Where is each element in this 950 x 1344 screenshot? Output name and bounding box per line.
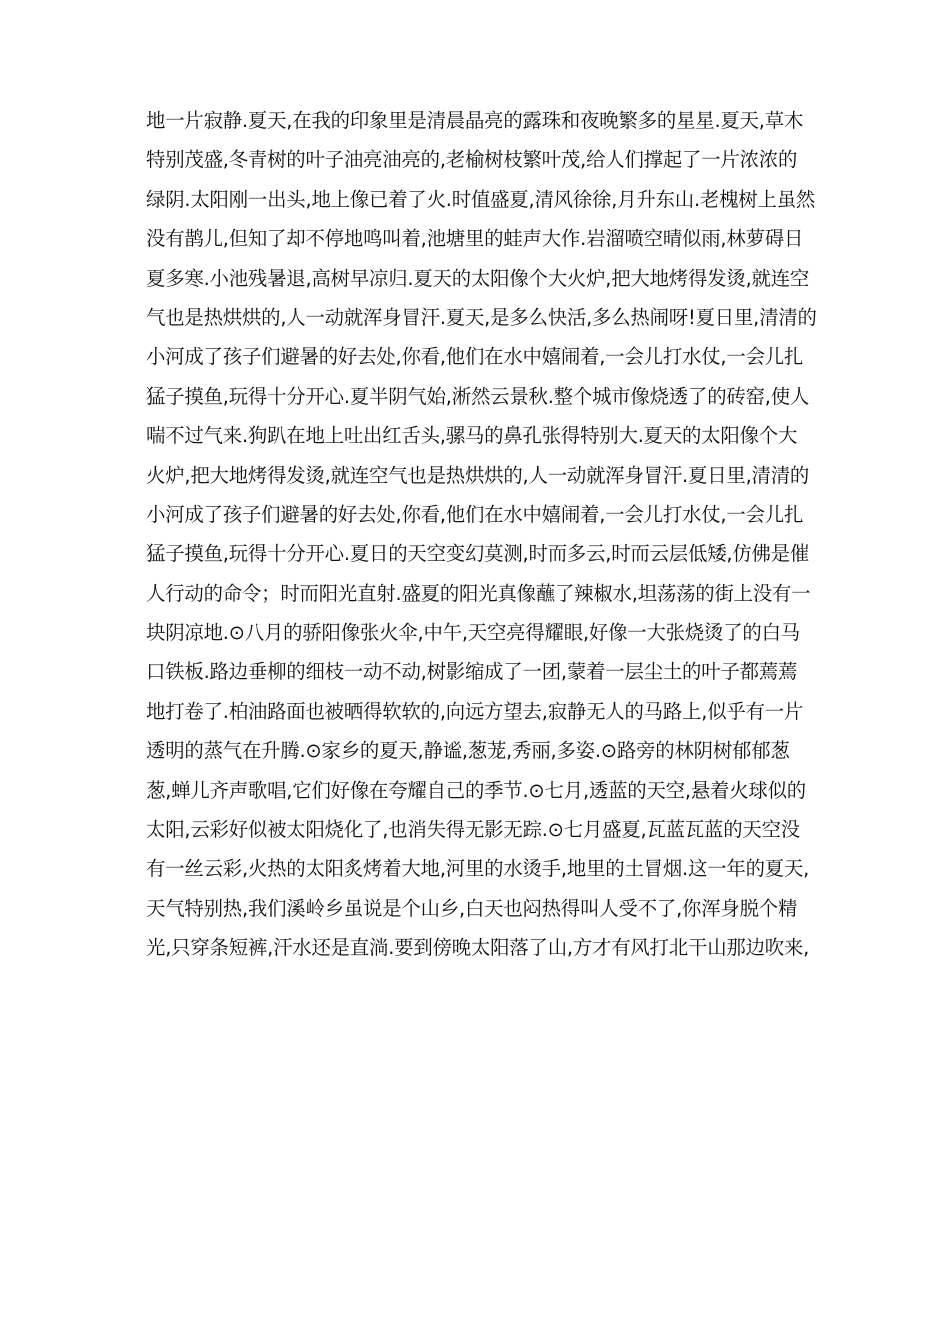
text-line: 地打卷了.柏油路面也被晒得软软的,向远方望去,寂静无人的马路上,似乎有一片 bbox=[146, 699, 804, 723]
text-line: 猛子摸鱼,玩得十分开心.夏日的天空变幻莫测,时而多云,时而云层低矮,仿佛是催 bbox=[146, 542, 810, 566]
text-line: 特别茂盛,冬青树的叶子油亮油亮的,老榆树枝繁叶茂,给人们撑起了一片浓浓的 bbox=[146, 148, 798, 172]
text-line: 火炉,把大地烤得发烫,就连空气也是热烘烘的,人一动就浑身冒汗.夏日里,清清的 bbox=[146, 463, 810, 487]
text-line: 天气特别热,我们溪岭乡虽说是个山乡,白天也闷热得叫人受不了,你浑身脱个精 bbox=[146, 896, 798, 920]
text-line: 气也是热烘烘的,人一动就浑身冒汗.夏天,是多么快活,多么热闹呀!夏日里,清清的 bbox=[146, 305, 817, 329]
text-line: 绿阴.太阳刚一出头,地上像已着了火.时值盛夏,清风徐徐,月升东山.老槐树上虽然 bbox=[146, 187, 816, 211]
text-line: 夏多寒.小池残暑退,高树早凉归.夏天的太阳像个大火炉,把大地烤得发烫,就连空 bbox=[146, 266, 810, 290]
text-line: 没有鹊儿,但知了却不停地鸣叫着,池塘里的蛙声大作.岩溜喷空晴似雨,林萝碍日 bbox=[146, 227, 804, 251]
text-line: 人行动的命令；时而阳光直射.盛夏的阳光真像蘸了辣椒水,坦荡荡的街上没有一 bbox=[146, 581, 811, 605]
text-line: 葱,蝉儿齐声歌唱,它们好像在夸耀自己的季节.⊙七月,透蓝的天空,悬着火球似的 bbox=[146, 778, 806, 802]
body-text bbox=[146, 101, 817, 968]
text-line: 口铁板.路边垂柳的细枝一动不动,树影缩成了一团,蒙着一层尘土的叶子都蔫蔫 bbox=[146, 660, 798, 684]
text-line: 小河成了孩子们避暑的好去处,你看,他们在水中嬉闹着,一会儿打水仗,一会儿扎 bbox=[146, 345, 804, 369]
text-line: 太阳,云彩好似被太阳烧化了,也消失得无影无踪.⊙七月盛夏,瓦蓝瓦蓝的天空没 bbox=[146, 818, 801, 842]
text-line: 有一丝云彩,火热的太阳炙烤着大地,河里的水烫手,地里的土冒烟.这一年的夏天, bbox=[146, 857, 810, 881]
text-line: 光,只穿条短裤,汗水还是直淌.要到傍晚太阳落了山,方才有风打北干山那边吹来, bbox=[146, 936, 810, 960]
text-line: 小河成了孩子们避暑的好去处,你看,他们在水中嬉闹着,一会儿打水仗,一会儿扎 bbox=[146, 502, 804, 526]
text-line: 地一片寂静.夏天,在我的印象里是清晨晶亮的露珠和夜晚繁多的星星.夏天,草木 bbox=[146, 109, 804, 132]
text-line: 猛子摸鱼,玩得十分开心.夏半阴气始,淅然云景秋.整个城市像烧透了的砖窑,使人 bbox=[146, 384, 810, 408]
text-line: 块阴凉地.⊙八月的骄阳像张火伞,中午,天空亮得耀眼,好像一大张烧烫了的白马 bbox=[146, 621, 801, 645]
text-line: 喘不过气来.狗趴在地上吐出红舌头,骡马的鼻孔张得特别大.夏天的太阳像个大 bbox=[146, 424, 798, 448]
text-line: 透明的蒸气在升腾.⊙家乡的夏天,静谧,葱茏,秀丽,多姿.⊙路旁的林阴树郁郁葱 bbox=[146, 739, 790, 763]
